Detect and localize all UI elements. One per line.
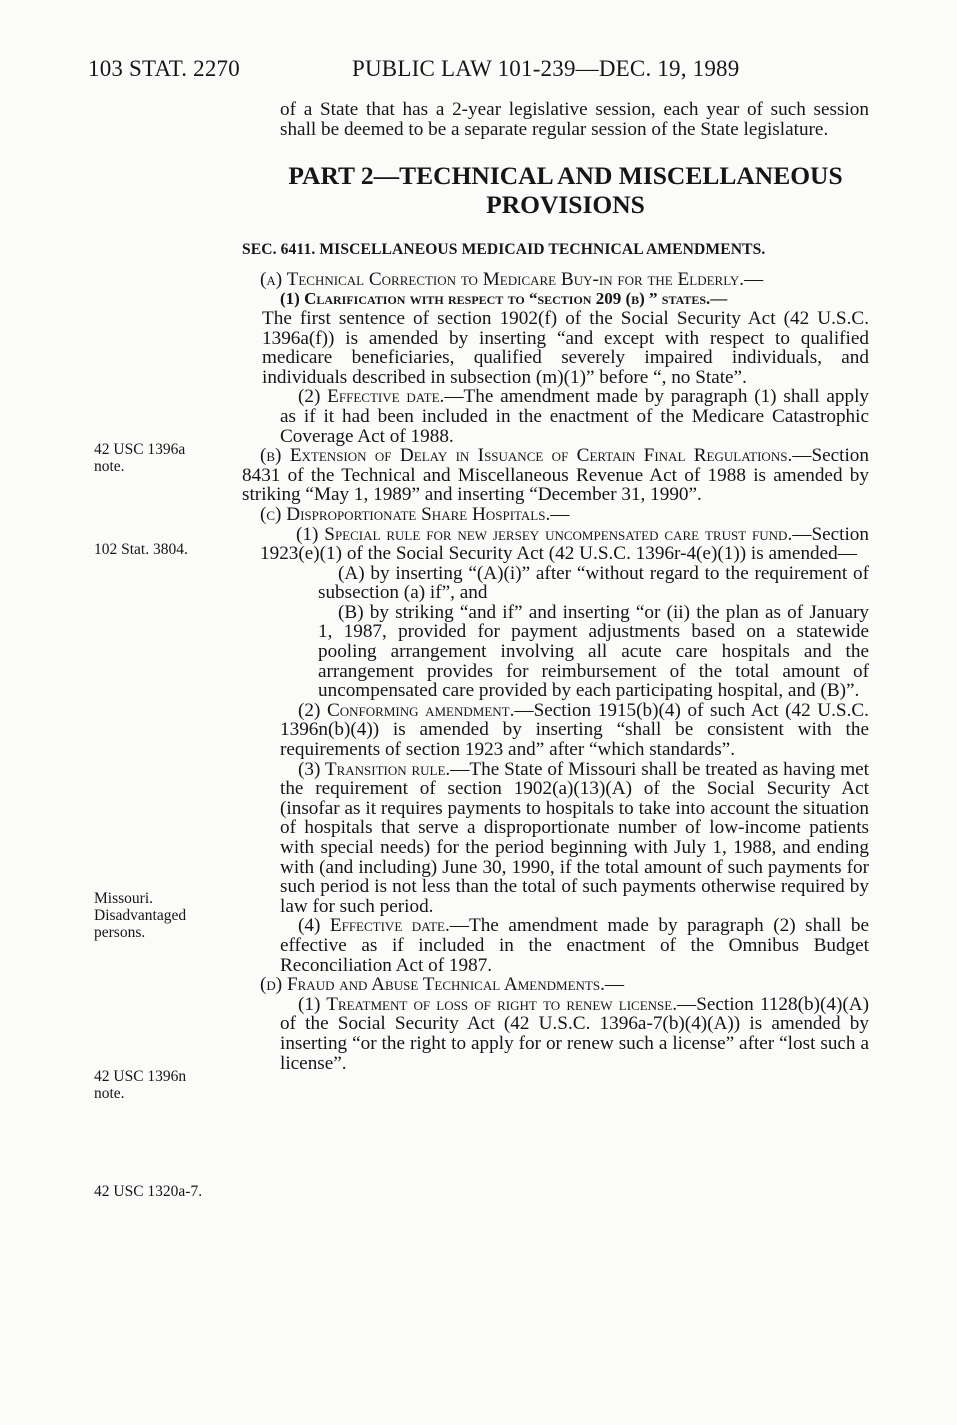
public-law-header: PUBLIC LAW 101-239—DEC. 19, 1989 (352, 56, 740, 81)
subsection-a-heading (242, 270, 869, 290)
paragraph-a1 (224, 289, 869, 387)
paragraph-a2 (242, 387, 869, 446)
part-heading-line-1: PART 2—TECHNICAL AND MISCELLANEOUS (288, 161, 843, 191)
part-heading-line-2: PROVISIONS (486, 190, 645, 220)
subsection-b (242, 446, 869, 505)
paragraph-c3-title: (3) Transition rule. (298, 758, 451, 780)
paragraph-c2-title: (2) Conforming amendment. (298, 699, 515, 721)
subsection-c-title: (c) Disproportionate Share Hospitals.— (260, 503, 570, 525)
subsection-d-heading (242, 975, 869, 995)
margin-note: Missouri. (94, 890, 153, 907)
paragraph-c2 (242, 701, 869, 760)
paragraph-c1 (242, 525, 869, 564)
paragraph-d1 (242, 995, 869, 1073)
section-heading: SEC. 6411. MISCELLANEOUS MEDICAID TECHNICAL AMENDMENTS. (242, 241, 766, 259)
margin-note: note. (94, 1085, 125, 1102)
paragraph-c1-text: —Section 1923(e)(1) of the Social Security Act (42 U.S.C. 1396r-4(e)(1)) is amended— (260, 523, 869, 565)
clause-c1B: (B) by striking “and if” and inserting “or (ii) the plan as of January 1, 1987, provided for payment adjustments based on a statewide pooling arrangement involving all acute care hospitals and the arrangement provides for reimbursement of the total amount of uncompensated care provided by each participating hospital, and (B)”. (318, 601, 869, 702)
margin-note: persons. (94, 924, 146, 941)
paragraph-a2-text: —The amendment made by paragraph (1) shall apply as if it had been included in the enactment of the Medicare Catastrophic Coverage Act of 1988. (280, 386, 869, 447)
clause-c1A: (A) by inserting “(A)(i)” after “without regard to the requirement of subsection (a) if”, and (318, 562, 869, 604)
paragraph-a1-title: (1) Clarification with respect to “section 209 (b) ” states.— (280, 289, 728, 309)
subsection-c-heading (242, 505, 869, 525)
subsection-d-title: (d) Fraud and Abuse Technical Amendments.— (260, 974, 625, 996)
paragraph-d1-text: —Section 1128(b)(4)(A) of the Social Security Act (42 U.S.C. 1396a-7(b)(4)(A)) is amended by inserting “or the right to apply for or renew such a license” after “lost such a license”. (280, 993, 869, 1074)
subsection-b-title: (b) Extension of Delay in Issuance of Certain Final Regulations. (260, 445, 793, 467)
margin-note: 42 USC 1396n (94, 1068, 187, 1085)
paragraph-c4 (242, 916, 869, 975)
margin-note: note. (94, 458, 125, 475)
subsection-a-title: (a) Technical Correction to Medicare Buy-in for the Elderly.— (260, 268, 764, 290)
margin-note: 102 Stat. 3804. (94, 541, 188, 558)
paragraph-c4-text: —The amendment made by paragraph (2) shall be effective as if included in the enactment of the Omnibus Budget Reconciliation Act of 1987. (280, 915, 870, 976)
paragraph-c3-text: —The State of Missouri shall be treated as having met the requirement of section 1902(a)(13)(A) of the Social Security Act (insofar as it requires payments to hospitals to take into account the situation of hospitals that serve a disproportionate number of low-income patients with special needs) for the period beginning with July 1, 1988, and ending with (and including) June 30, 1990, if the total amount of such payments for such period is not less than the total of such payments otherwise required by law for such period. (280, 758, 869, 917)
paragraph-c4-title: (4) Effective date. (298, 915, 450, 937)
paragraph-d1-title: (1) Treatment of loss of right to renew license. (298, 993, 677, 1015)
intro-paragraph: of a State that has a 2-year legislative session, each year of such session shall be deemed to be a separate regular session of the State legislature. (280, 99, 869, 140)
paragraph-a1-text: The first sentence of section 1902(f) of the Social Security Act (42 U.S.C. 1396a(f)) is amended by inserting “and except with respect to qualified medicare beneficiaries, qualified severely impaired individuals, and individuals described in subsection (m)(1)” before “, no State”. (262, 307, 869, 388)
stat-page-number: 103 STAT. 2270 (88, 56, 240, 81)
statute-body (242, 100, 869, 1073)
margin-note: Disadvantaged (94, 907, 187, 924)
paragraph-c2-text: —Section 1915(b)(4) of such Act (42 U.S.C. 1396n(b)(4)) is amended by inserting “shall be consistent with the requirements of section 1923 and” after “which standards”. (280, 699, 869, 761)
margin-note: 42 USC 1320a-7. (94, 1183, 203, 1200)
paragraph-c1-title: (1) Special rule for new jersey uncompensated care trust fund. (296, 523, 793, 545)
paragraph-a2-title: (2) Effective date. (298, 386, 445, 408)
margin-note: 42 USC 1396a (94, 441, 186, 458)
paragraph-c3 (242, 760, 869, 917)
subsection-b-text: —Section 8431 of the Technical and Miscellaneous Revenue Act of 1988 is amended by striking “May 1, 1989” and inserting “December 31, 1990”. (242, 445, 869, 506)
part-heading (242, 161, 869, 219)
